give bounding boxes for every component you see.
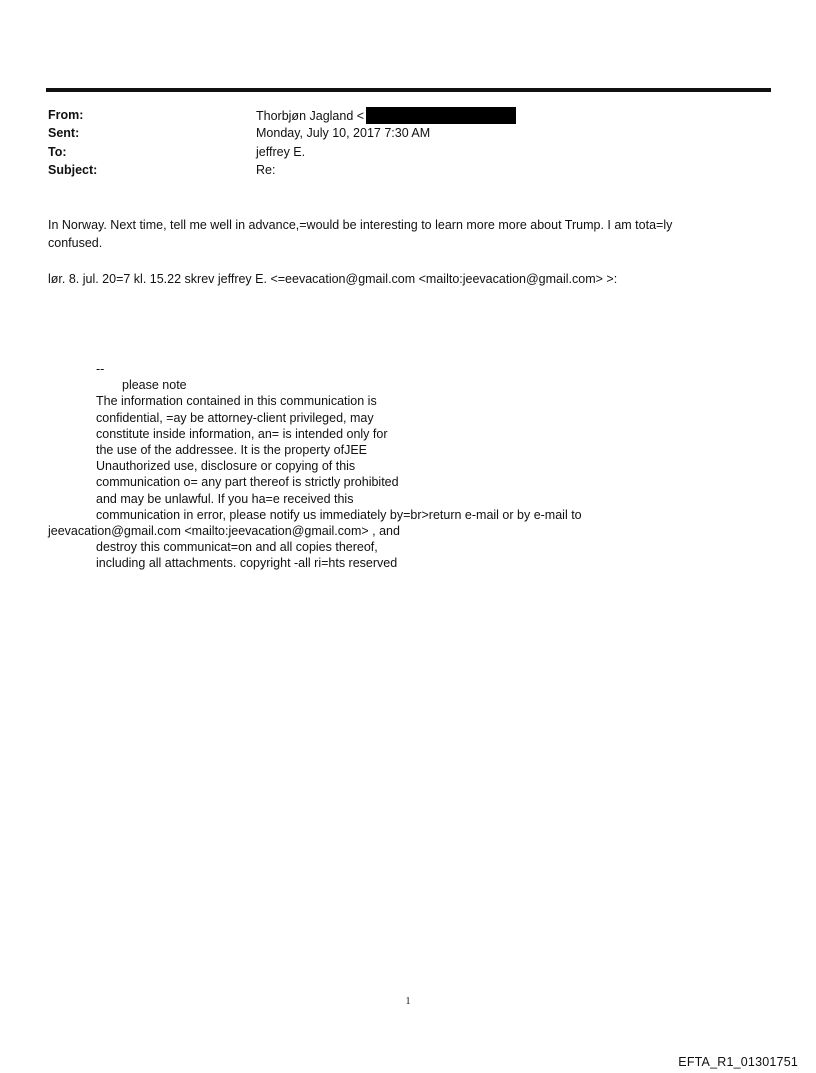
header-rule: [46, 88, 771, 92]
message-body: [48, 216, 768, 252]
subject-value: Re:: [256, 163, 276, 177]
from-name: Thorbjøn Jagland <: [256, 109, 365, 123]
disclaimer-line: including all attachments. copyright -all ri=hts reserved: [96, 556, 398, 571]
to-value: jeffrey E.: [256, 145, 306, 159]
disclaimer-line: communication o= any part thereof is strictly prohibited: [96, 475, 399, 490]
body-line-2: confused.: [48, 236, 103, 250]
disclaimer-line: constitute inside information, an= is intended only for: [96, 426, 388, 441]
sent-label: Sent:: [48, 126, 80, 140]
quote-line: lør. 8. jul. 20=7 kl. 15.22 skrev jeffrey E. <=eevacation@gmail.com <mailto:jeevacation@gmail.com> >:: [48, 272, 618, 286]
disclaimer-line: the use of the addressee. It is the property ofJEE: [96, 443, 367, 458]
disclaimer-line: destroy this communicat=on and all copies thereof,: [96, 540, 378, 555]
subject-label: Subject:: [48, 163, 98, 177]
please-note: please note: [122, 378, 187, 393]
disclaimer-line: confidential, =ay be attorney-client privileged, may: [96, 410, 374, 425]
to-label: To:: [48, 145, 67, 159]
from-label: From:: [48, 108, 84, 122]
quoted-header: [48, 270, 768, 288]
signature-dashes: --: [96, 362, 105, 376]
redaction-box: [366, 107, 516, 124]
bates-number: EFTA_R1_01301751: [678, 1055, 798, 1069]
disclaimer-line: and may be unlawful. If you ha=e received this: [96, 491, 354, 506]
disclaimer-line: The information contained in this communication is: [96, 394, 377, 409]
sent-value: Monday, July 10, 2017 7:30 AM: [256, 126, 431, 140]
email-signature: [48, 361, 788, 572]
disclaimer-email-line: jeevacation@gmail.com <mailto:jeevacation@gmail.com> , and: [48, 524, 400, 539]
page-number: 1: [405, 996, 411, 1007]
disclaimer-line: Unauthorized use, disclosure or copying of this: [96, 459, 356, 474]
disclaimer-line: communication in error, please notify us immediately by=br>return e-mail or by e-mail to: [96, 507, 582, 522]
body-line-1: In Norway. Next time, tell me well in advance,=would be interesting to learn more more about Trump. I am tota=ly: [48, 218, 673, 232]
from-value: [256, 107, 516, 125]
